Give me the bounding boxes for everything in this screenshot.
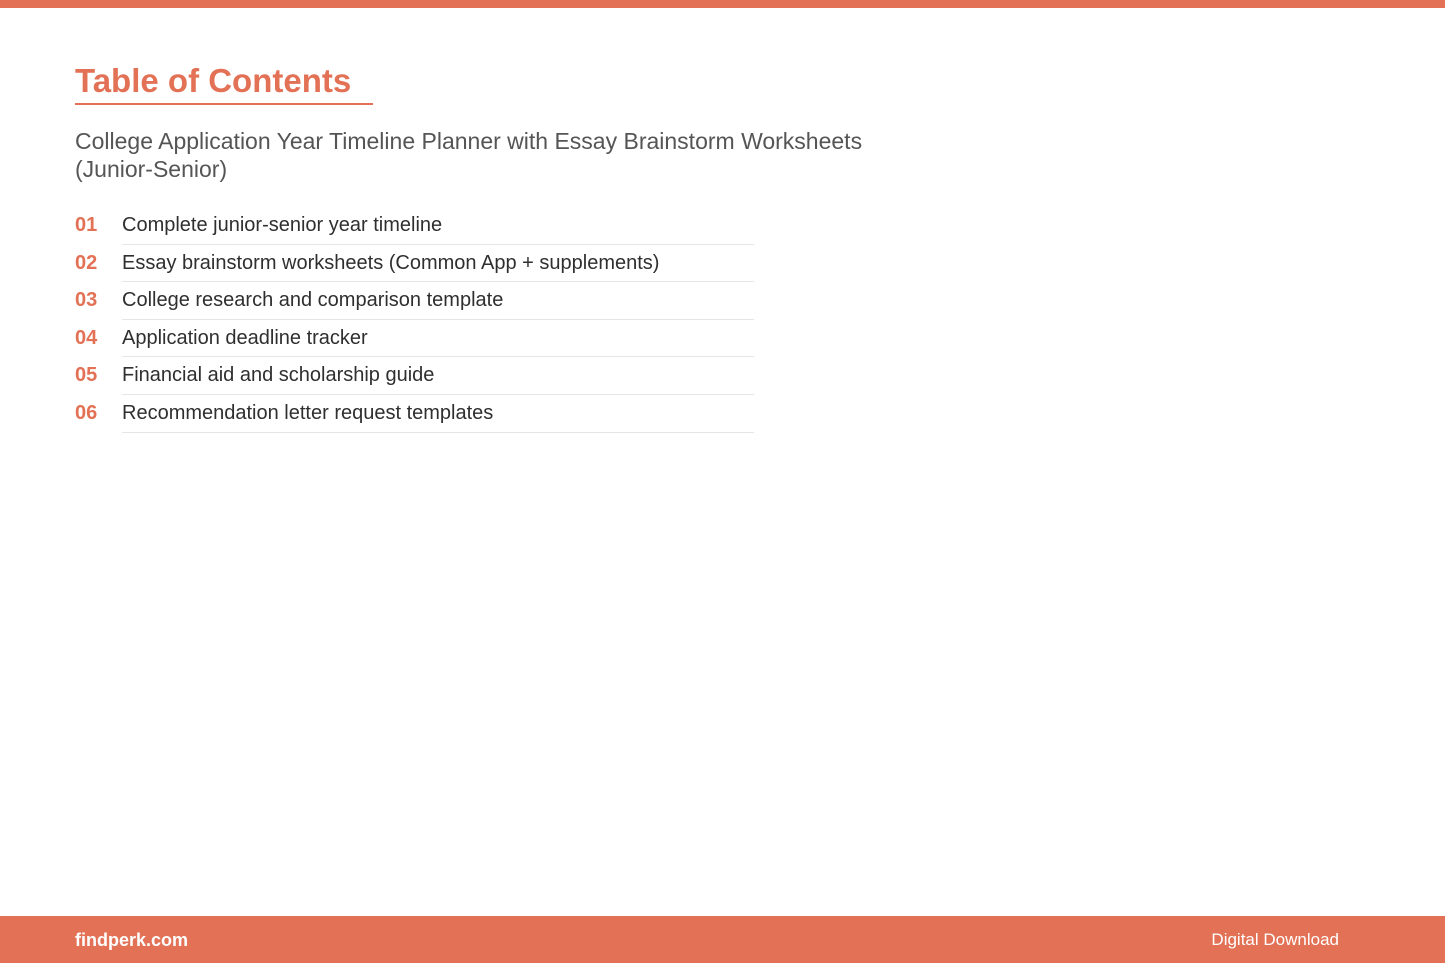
toc-item-label: Application deadline tracker xyxy=(122,320,754,358)
toc-item[interactable] xyxy=(75,282,975,320)
toc-item-number: 02 xyxy=(75,251,98,274)
toc-item-label: Financial aid and scholarship guide xyxy=(122,357,754,395)
toc-list xyxy=(75,207,975,433)
page-subtitle: College Application Year Timeline Planner with Essay Brainstorm Worksheets (Junior-Senior) xyxy=(75,128,863,182)
toc-item[interactable] xyxy=(75,395,975,433)
footer-bar xyxy=(0,916,1445,963)
page-content xyxy=(75,60,975,433)
toc-item-number: 03 xyxy=(75,289,98,312)
toc-item-label: Recommendation letter request templates xyxy=(122,395,754,433)
toc-item-number: 01 xyxy=(75,214,98,236)
toc-item-number: 06 xyxy=(75,401,98,424)
toc-item-label: Complete junior-senior year timeline xyxy=(122,207,754,245)
footer-site-link[interactable]: findperk.com xyxy=(75,930,189,950)
toc-item[interactable] xyxy=(75,245,975,283)
toc-item[interactable] xyxy=(75,207,975,245)
toc-item-number: 05 xyxy=(75,364,98,387)
toc-item-number: 04 xyxy=(75,326,98,349)
toc-item-label: Essay brainstorm worksheets (Common App + supplements) xyxy=(122,245,754,283)
toc-item[interactable] xyxy=(75,357,975,395)
page-title: Table of Contents xyxy=(75,60,373,105)
top-accent-bar xyxy=(0,0,1445,8)
footer-download-label: Digital Download xyxy=(1211,930,1339,949)
toc-item[interactable] xyxy=(75,320,975,358)
toc-item-label: College research and comparison template xyxy=(122,282,754,320)
